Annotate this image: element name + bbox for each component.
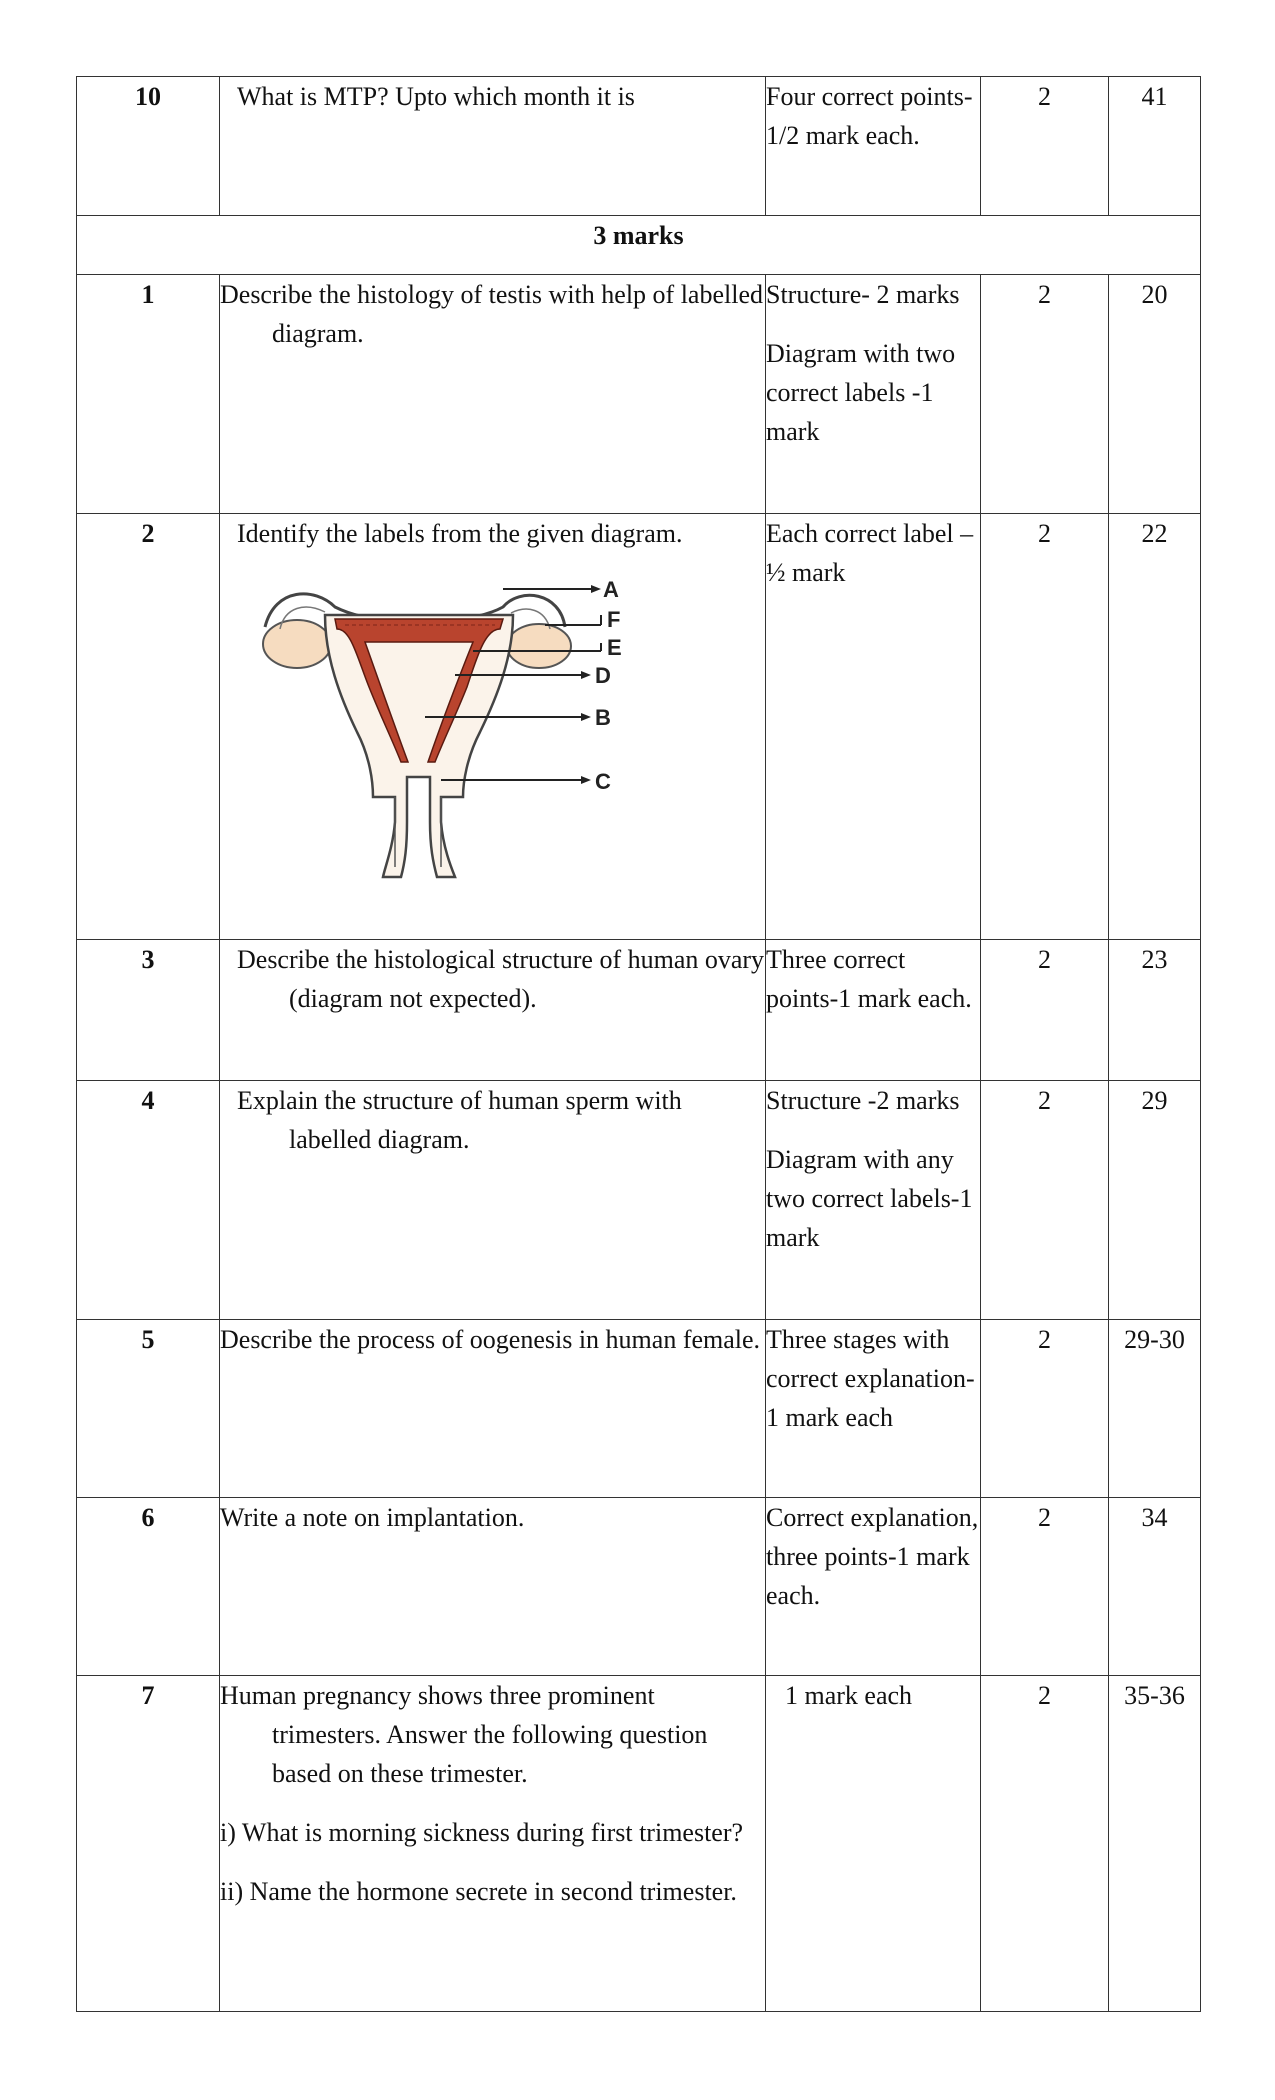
question-table — [76, 76, 1201, 2012]
question-subpart: ii) Name the hormone secrete in second trimester. — [220, 1877, 737, 1906]
question-text: Describe the histological structure of human ovary (diagram not expected). — [237, 945, 765, 1013]
marking-criteria: Diagram with any two correct labels-1 mark — [766, 1145, 973, 1252]
question-number: 2 — [77, 514, 220, 940]
question-number: 10 — [77, 77, 220, 216]
question-number: 7 — [77, 1676, 220, 2012]
question-text: Human pregnancy shows three prominent trimesters. Answer the following question based on these trimester. — [220, 1681, 708, 1788]
diagram-label-c: C — [595, 769, 611, 794]
female-reproductive-system-diagram — [245, 567, 675, 887]
question-text: Identify the labels from the given diagram. — [237, 519, 683, 548]
diagram-label-a: A — [603, 577, 619, 602]
question-text: What is MTP? Upto which month it is — [237, 82, 635, 111]
marks-value: 2 — [981, 1081, 1109, 1320]
diagram-label-b: B — [595, 705, 611, 730]
table-row — [77, 1498, 1201, 1676]
ovary-right — [507, 624, 571, 668]
marking-criteria: Structure -2 marks — [766, 1086, 960, 1115]
marking-criteria: Four correct points-1/2 mark each. — [766, 82, 973, 150]
page-reference: 34 — [1109, 1498, 1201, 1676]
page-reference: 22 — [1109, 514, 1201, 940]
uterus-outer — [325, 615, 513, 877]
marking-criteria: Each correct label – ½ mark — [766, 519, 974, 587]
diagram-label-d: D — [595, 663, 611, 688]
table-row — [77, 1320, 1201, 1498]
table-row — [77, 940, 1201, 1081]
page-reference: 41 — [1109, 77, 1201, 216]
marking-criteria: Diagram with two correct labels -1 mark — [766, 339, 956, 446]
question-subpart: i) What is morning sickness during first trimester? — [220, 1818, 744, 1847]
question-text: Describe the process of oogenesis in human female. — [220, 1325, 761, 1354]
page-reference: 29 — [1109, 1081, 1201, 1320]
marks-value: 2 — [981, 1498, 1109, 1676]
marking-criteria: Three stages with correct explanation-1 mark each — [766, 1325, 975, 1432]
page-reference: 35-36 — [1109, 1676, 1201, 2012]
question-text: Explain the structure of human sperm with labelled diagram. — [237, 1086, 682, 1154]
marks-value: 2 — [981, 1676, 1109, 2012]
question-text: Describe the histology of testis with help of labelled diagram. — [220, 280, 763, 348]
table-row — [77, 514, 1201, 940]
marking-criteria: Structure- 2 marks — [766, 280, 960, 309]
marking-criteria: Three correct points-1 mark each. — [766, 945, 972, 1013]
table-row — [77, 77, 1201, 216]
table-row — [77, 1676, 1201, 2012]
marks-value: 2 — [981, 514, 1109, 940]
marks-value: 2 — [981, 940, 1109, 1081]
marks-value: 2 — [981, 77, 1109, 216]
section-row — [77, 216, 1201, 275]
page-reference: 29-30 — [1109, 1320, 1201, 1498]
question-number: 3 — [77, 940, 220, 1081]
table-row — [77, 275, 1201, 514]
section-heading: 3 marks — [77, 216, 1201, 275]
page-reference: 20 — [1109, 275, 1201, 514]
ovary-left — [263, 620, 331, 668]
question-number: 4 — [77, 1081, 220, 1320]
marks-value: 2 — [981, 275, 1109, 514]
question-number: 6 — [77, 1498, 220, 1676]
question-text: Write a note on implantation. — [220, 1503, 525, 1532]
uterus-diagram — [245, 567, 765, 898]
marks-value: 2 — [981, 1320, 1109, 1498]
marking-criteria: Correct explanation, three points-1 mark each. — [766, 1503, 979, 1610]
diagram-label-e: E — [607, 635, 622, 660]
marking-criteria: 1 mark each — [785, 1681, 913, 1710]
page-reference: 23 — [1109, 940, 1201, 1081]
question-number: 1 — [77, 275, 220, 514]
question-number: 5 — [77, 1320, 220, 1498]
table-row — [77, 1081, 1201, 1320]
diagram-label-f: F — [607, 607, 621, 632]
